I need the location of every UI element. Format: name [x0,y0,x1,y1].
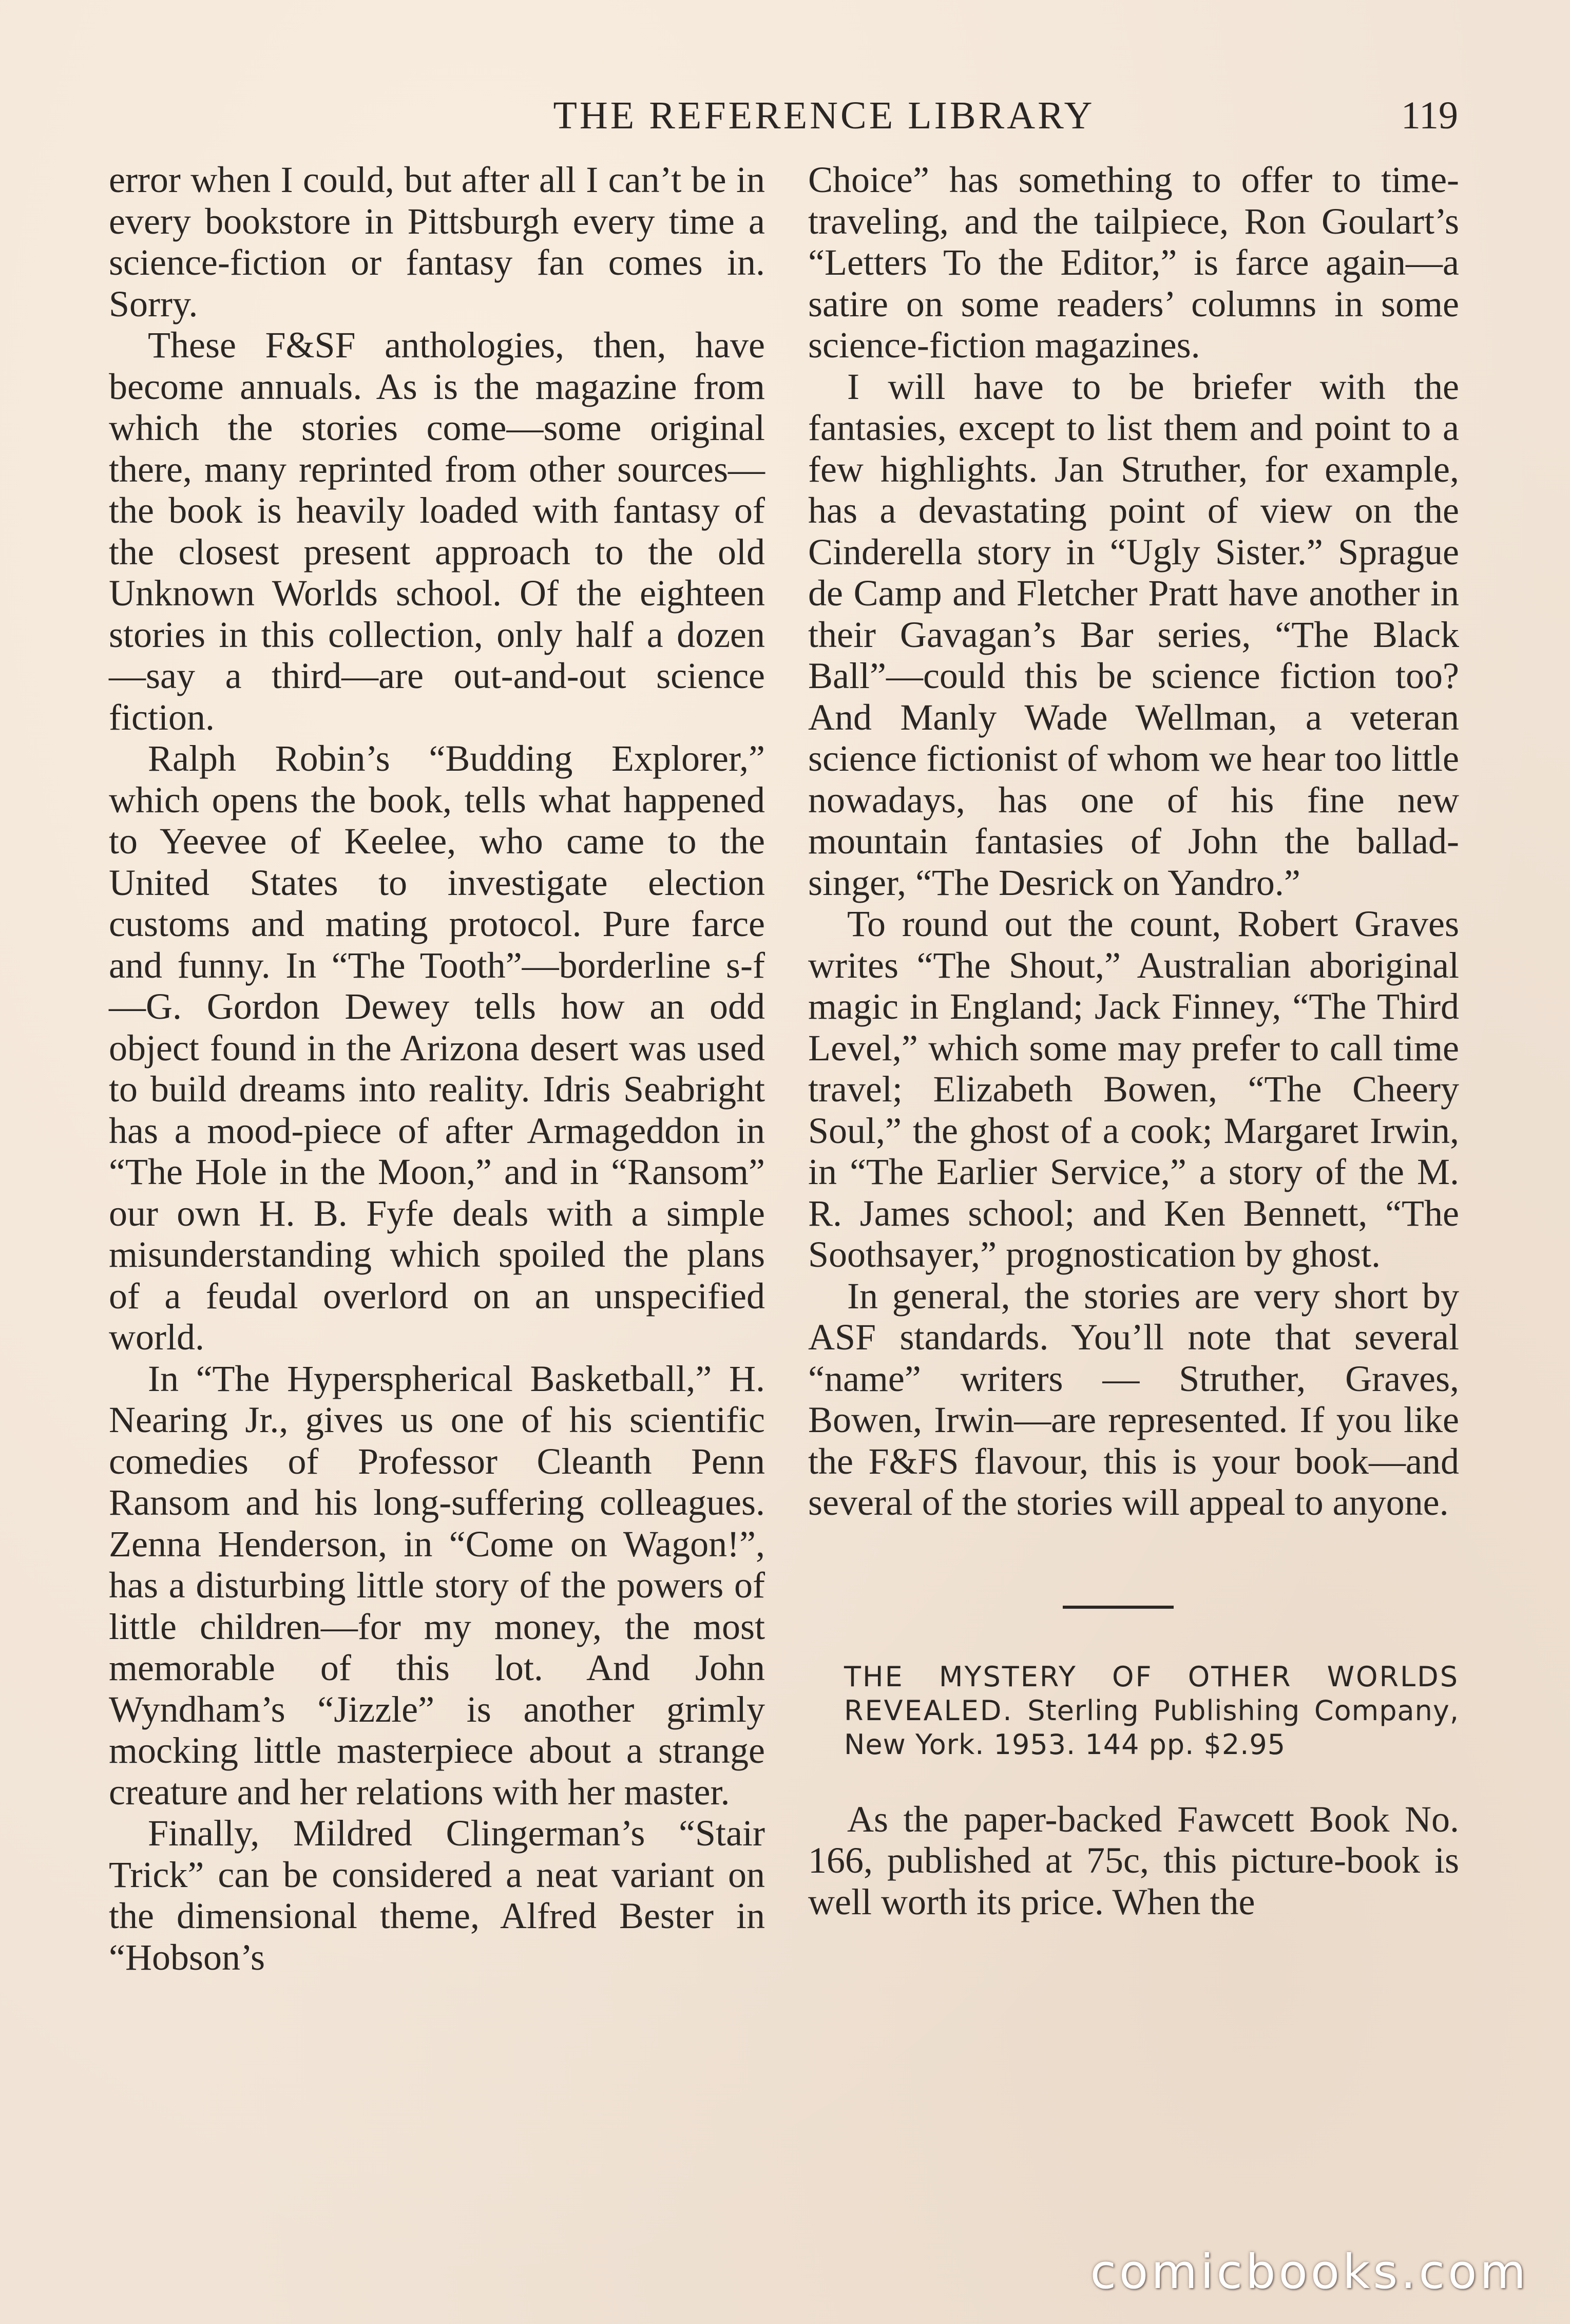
right-column [808,159,1459,1922]
page-header [113,87,1458,144]
book-publisher-details: Sterling Publishing Company, New York. 1953. 144 pp. $2.95 [844,1694,1459,1761]
left-column [109,159,765,1978]
paragraph: Ralph Robin’s “Budding Explorer,” which opens the book, tells what happened to Yeevee of Keelee, who came to the United States to investigate election customs and mating protocol. Pure farce and funny. In “The Tooth”—borderline s-f—G. Gordon Dewey tells how an odd object found in the Arizona desert was used to build dreams into reality. Idris Seabright has a mood-piece of after Armageddon in “The Hole in the Moon,” and in “Ransom” our own H. B. Fyfe deals with a simple misunderstanding which spoiled the plans of a feudal overlord on an unspecified world. [109,738,765,1358]
running-title: THE REFERENCE LIBRARY [553,94,1095,137]
site-watermark: comicbooks.com [1090,2244,1529,2299]
paragraph: I will have to be briefer with the fantasies, except to list them and point to a few highlights. Jan Struther, for example, has a devastating point of view on the Cinderella story in “Ugly Sister.” Sprague de Camp and Fletcher Pratt have another in their Gavagan’s Bar series, “The Black Ball”—could this be science fiction too? And Manly Wade Wellman, a veteran science fictionist of whom we hear too little nowadays, has one of his fine new mountain fantasies of John the ballad-singer, “The Desrick on Yandro.” [808,366,1459,903]
book-title: THE MYSTERY OF OTHER WORLDS REVEALED. [844,1660,1459,1727]
page-number: 119 [1401,94,1458,137]
paragraph: In “The Hyperspherical Basketball,” H. Nearing Jr., gives us one of his scientific comedies of Professor Cleanth Penn Ransom and his long-suffering colleagues. Zenna Henderson, in “Come on Wagon!”, has a disturbing little story of the powers of little children—for my money, the most memorable of this lot. And John Wyndham’s “Jizzle” is another grimly mocking little masterpiece about a strange creature and her relations with her master. [109,1358,765,1813]
paragraph: In general, the stories are very short by ASF standards. You’ll note that several “name” writers — Struther, Graves, Bowen, Irwin—are represented. If you like the F&FS flavour, this is your book—and several of the stories will appeal to anyone. [808,1275,1459,1523]
paragraph: As the paper-backed Fawcett Book No. 166, published at 75c, this picture-book is well worth its price. When the [808,1798,1459,1922]
section-divider [1063,1606,1174,1609]
paragraph: error when I could, but after all I can’t be in every bookstore in Pittsburgh every time a science-fiction or fantasy fan comes in. Sorry. [109,159,765,325]
paragraph: To round out the count, Robert Graves writes “The Shout,” Australian aboriginal magic in England; Jack Finney, “The Third Level,” which some may prefer to call time travel; Elizabeth Bowen, “The Cheery Soul,” the ghost of a cook; Margaret Irwin, in “The Earlier Service,” a story of the M. R. James school; and Ken Bennett, “The Soothsayer,” prognostication by ghost. [808,903,1459,1275]
paragraph: These F&SF anthologies, then, have become annuals. As is the magazine from which the stories come—some original there, many reprinted from other sources—the book is heavily loaded with fantasy of the closest present approach to the old Unknown Worlds school. Of the eighteen stories in this collection, only half a dozen—say a third—are out-and-out science fiction. [109,325,765,738]
paragraph: Choice” has something to offer to time-traveling, and the tailpiece, Ron Goulart’s “Letters To the Editor,” is farce again—a satire on some readers’ columns in some science-fiction magazines. [808,159,1459,366]
book-entry [844,1660,1459,1762]
paragraph: Finally, Mildred Clingerman’s “Stair Trick” can be considered a neat variant on the dimensional theme, Alfred Bester in “Hobson’s [109,1813,765,1978]
